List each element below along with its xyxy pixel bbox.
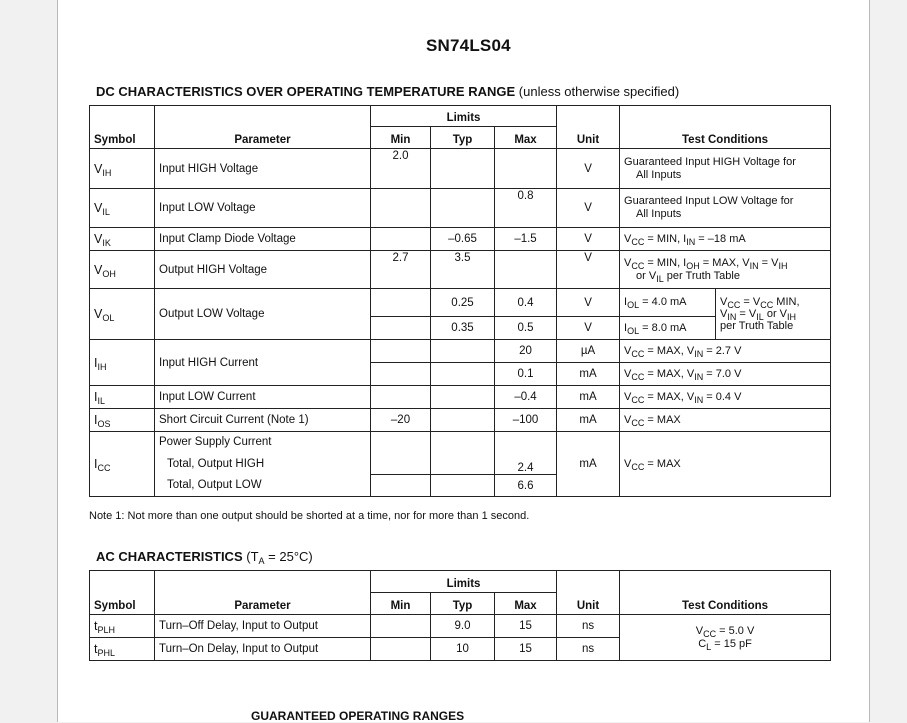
typ-cell: 10 bbox=[431, 638, 495, 661]
symbol-cell: $V_{IH}$ bbox=[90, 149, 155, 189]
symbol-cell: $I_{OS}$ bbox=[90, 409, 155, 432]
header-parameter: Parameter bbox=[155, 127, 371, 149]
header-test-conditions: Test Conditions bbox=[620, 127, 831, 149]
parameter-cell: Output HIGH Voltage bbox=[155, 251, 371, 289]
min-cell bbox=[371, 340, 431, 363]
max-cell bbox=[495, 432, 557, 453]
test-cell-shared: $V_{CC} = V_{CC}$ MIN, $V_{IN} = V_{IL}$ or $V_{IH}$ per Truth Table bbox=[716, 289, 831, 340]
min-cell bbox=[371, 189, 431, 228]
min-cell bbox=[371, 317, 431, 340]
header-limits: Limits bbox=[371, 106, 557, 127]
parameter-cell: Input HIGH Voltage bbox=[155, 149, 371, 189]
unit-cell: V bbox=[557, 317, 620, 340]
table-row-vik bbox=[90, 228, 831, 251]
dc-characteristics-table bbox=[89, 105, 831, 497]
unit-cell: µA bbox=[557, 340, 620, 363]
header-blank bbox=[155, 571, 371, 593]
max-cell: 0.1 bbox=[495, 363, 557, 386]
ac-heading bbox=[96, 549, 313, 564]
parameter-cell: Short Circuit Current (Note 1) bbox=[155, 409, 371, 432]
max-cell: 0.8 bbox=[495, 189, 557, 228]
header-unit: Unit bbox=[557, 127, 620, 149]
typ-cell bbox=[431, 189, 495, 228]
min-cell bbox=[371, 638, 431, 661]
typ-cell bbox=[431, 149, 495, 189]
test-cell: $V_{CC}$ = MIN, $I_{OH}$ = MAX, $V_{IN} = V_{IH}$ or $V_{IL}$ per Truth Table bbox=[620, 251, 831, 289]
max-cell: –100 bbox=[495, 409, 557, 432]
max-cell: 0.4 bbox=[495, 289, 557, 317]
symbol-cell: $V_{IL}$ bbox=[90, 189, 155, 228]
symbol-cell: $t_{PLH}$ bbox=[90, 615, 155, 638]
min-cell bbox=[371, 453, 431, 475]
max-cell: 20 bbox=[495, 340, 557, 363]
ac-heading-bold: AC CHARACTERISTICS bbox=[96, 549, 243, 564]
dc-heading-note: (unless otherwise specified) bbox=[518, 84, 680, 99]
min-cell: –20 bbox=[371, 409, 431, 432]
parameter-cell: Output LOW Voltage bbox=[155, 289, 371, 340]
table-row-vol bbox=[90, 289, 831, 317]
test-cell: $V_{CC}$ = MIN, $I_{IN} = -18$ mA bbox=[620, 228, 831, 251]
min-cell bbox=[371, 615, 431, 638]
header-blank bbox=[620, 106, 831, 127]
test-cell: $V_{CC} = 5.0$ V $C_L = 15$ pF bbox=[620, 615, 831, 661]
unit-cell: V bbox=[557, 251, 620, 289]
unit-cell: ns bbox=[557, 638, 620, 661]
ac-characteristics-table bbox=[89, 570, 831, 661]
parameter-cell: Turn–Off Delay, Input to Output bbox=[155, 615, 371, 638]
table-row-tplh bbox=[90, 615, 831, 638]
header-typ: Typ bbox=[431, 127, 495, 149]
symbol-cell: $I_{IH}$ bbox=[90, 340, 155, 386]
header-max: Max bbox=[495, 593, 557, 615]
max-cell bbox=[495, 251, 557, 289]
ac-heading-condition: $(T_A = 25^\circ C)$ bbox=[246, 549, 313, 566]
min-cell: 2.0 bbox=[371, 149, 431, 189]
min-cell bbox=[371, 386, 431, 409]
typ-cell bbox=[431, 475, 495, 497]
min-cell bbox=[371, 289, 431, 317]
header-min: Min bbox=[371, 593, 431, 615]
parameter-cell: Input LOW Current bbox=[155, 386, 371, 409]
unit-cell: V bbox=[557, 189, 620, 228]
table-row-voh bbox=[90, 251, 831, 289]
typ-cell: 0.25 bbox=[431, 289, 495, 317]
table-row-iih bbox=[90, 340, 831, 363]
test-cell: $V_{CC}$ = MAX bbox=[620, 432, 831, 497]
min-cell: 2.7 bbox=[371, 251, 431, 289]
typ-cell: 0.35 bbox=[431, 317, 495, 340]
test-cell: $V_{CC}$ = MAX, $V_{IN} = 0.4$ V bbox=[620, 386, 831, 409]
max-cell: 0.5 bbox=[495, 317, 557, 340]
parameter-cell: Total, Output HIGH bbox=[155, 453, 371, 475]
page-title: SN74LS04 bbox=[426, 36, 511, 55]
symbol-cell: $V_{IK}$ bbox=[90, 228, 155, 251]
parameter-cell: Turn–On Delay, Input to Output bbox=[155, 638, 371, 661]
min-cell bbox=[371, 475, 431, 497]
min-cell bbox=[371, 363, 431, 386]
symbol-cell: $V_{OH}$ bbox=[90, 251, 155, 289]
header-symbol: Symbol bbox=[90, 127, 155, 149]
parameter-cell: Power Supply Current bbox=[155, 432, 371, 453]
test-cell: $I_{OL} = 8.0$ mA bbox=[620, 317, 716, 340]
test-cell: Guaranteed Input LOW Voltage for All Inputs bbox=[620, 189, 831, 228]
datasheet-page bbox=[57, 0, 870, 722]
unit-cell: ns bbox=[557, 615, 620, 638]
typ-cell bbox=[431, 386, 495, 409]
parameter-cell: Input Clamp Diode Voltage bbox=[155, 228, 371, 251]
test-cell: $I_{OL} = 4.0$ mA bbox=[620, 289, 716, 317]
unit-cell: mA bbox=[557, 432, 620, 497]
parameter-cell: Total, Output LOW bbox=[155, 475, 371, 497]
test-cell: $V_{CC}$ = MAX, $V_{IN} = 2.7$ V bbox=[620, 340, 831, 363]
test-cell: Guaranteed Input HIGH Voltage for All Inputs bbox=[620, 149, 831, 189]
max-cell: 15 bbox=[495, 638, 557, 661]
footnote: Note 1: Not more than one output should be shorted at a time, nor for more than 1 second. bbox=[89, 510, 530, 522]
header-blank bbox=[90, 571, 155, 593]
max-cell: –1.5 bbox=[495, 228, 557, 251]
unit-cell: mA bbox=[557, 386, 620, 409]
header-typ: Typ bbox=[431, 593, 495, 615]
header-blank bbox=[557, 106, 620, 127]
min-cell bbox=[371, 432, 431, 453]
table-row-ios bbox=[90, 409, 831, 432]
header-min: Min bbox=[371, 127, 431, 149]
header-blank bbox=[155, 106, 371, 127]
unit-cell: V bbox=[557, 228, 620, 251]
typ-cell bbox=[431, 409, 495, 432]
table-row-icc bbox=[90, 432, 831, 453]
table-row-vih bbox=[90, 149, 831, 189]
dc-heading-bold: DC CHARACTERISTICS OVER OPERATING TEMPERATURE RANGE bbox=[96, 84, 516, 99]
next-section-heading: GUARANTEED OPERATING RANGES bbox=[251, 709, 465, 723]
unit-cell: V bbox=[557, 289, 620, 317]
test-cell: $V_{CC}$ = MAX, $V_{IN} = 7.0$ V bbox=[620, 363, 831, 386]
header-max: Max bbox=[495, 127, 557, 149]
symbol-cell: $t_{PHL}$ bbox=[90, 638, 155, 661]
max-cell bbox=[495, 149, 557, 189]
symbol-cell: $I_{IL}$ bbox=[90, 386, 155, 409]
typ-cell bbox=[431, 432, 495, 453]
typ-cell: –0.65 bbox=[431, 228, 495, 251]
max-cell: 2.4 bbox=[495, 453, 557, 475]
table-row-iil bbox=[90, 386, 831, 409]
max-cell: 15 bbox=[495, 615, 557, 638]
typ-cell bbox=[431, 340, 495, 363]
header-limits: Limits bbox=[371, 571, 557, 593]
unit-cell: mA bbox=[557, 409, 620, 432]
header-test-conditions: Test Conditions bbox=[620, 593, 831, 615]
header-blank bbox=[557, 571, 620, 593]
header-parameter: Parameter bbox=[155, 593, 371, 615]
typ-cell: 9.0 bbox=[431, 615, 495, 638]
typ-cell bbox=[431, 363, 495, 386]
typ-cell: 3.5 bbox=[431, 251, 495, 289]
header-unit: Unit bbox=[557, 593, 620, 615]
symbol-cell: $I_{CC}$ bbox=[90, 432, 155, 497]
header-blank bbox=[620, 571, 831, 593]
parameter-cell: Input HIGH Current bbox=[155, 340, 371, 386]
test-cell: $V_{CC}$ = MAX bbox=[620, 409, 831, 432]
max-cell: 6.6 bbox=[495, 475, 557, 497]
symbol-cell: $V_{OL}$ bbox=[90, 289, 155, 340]
typ-cell bbox=[431, 453, 495, 475]
min-cell bbox=[371, 228, 431, 251]
unit-cell: mA bbox=[557, 363, 620, 386]
header-symbol: Symbol bbox=[90, 593, 155, 615]
dc-heading bbox=[96, 84, 679, 99]
parameter-cell: Input LOW Voltage bbox=[155, 189, 371, 228]
table-row-vil bbox=[90, 189, 831, 228]
header-blank bbox=[90, 106, 155, 127]
unit-cell: V bbox=[557, 149, 620, 189]
max-cell: –0.4 bbox=[495, 386, 557, 409]
